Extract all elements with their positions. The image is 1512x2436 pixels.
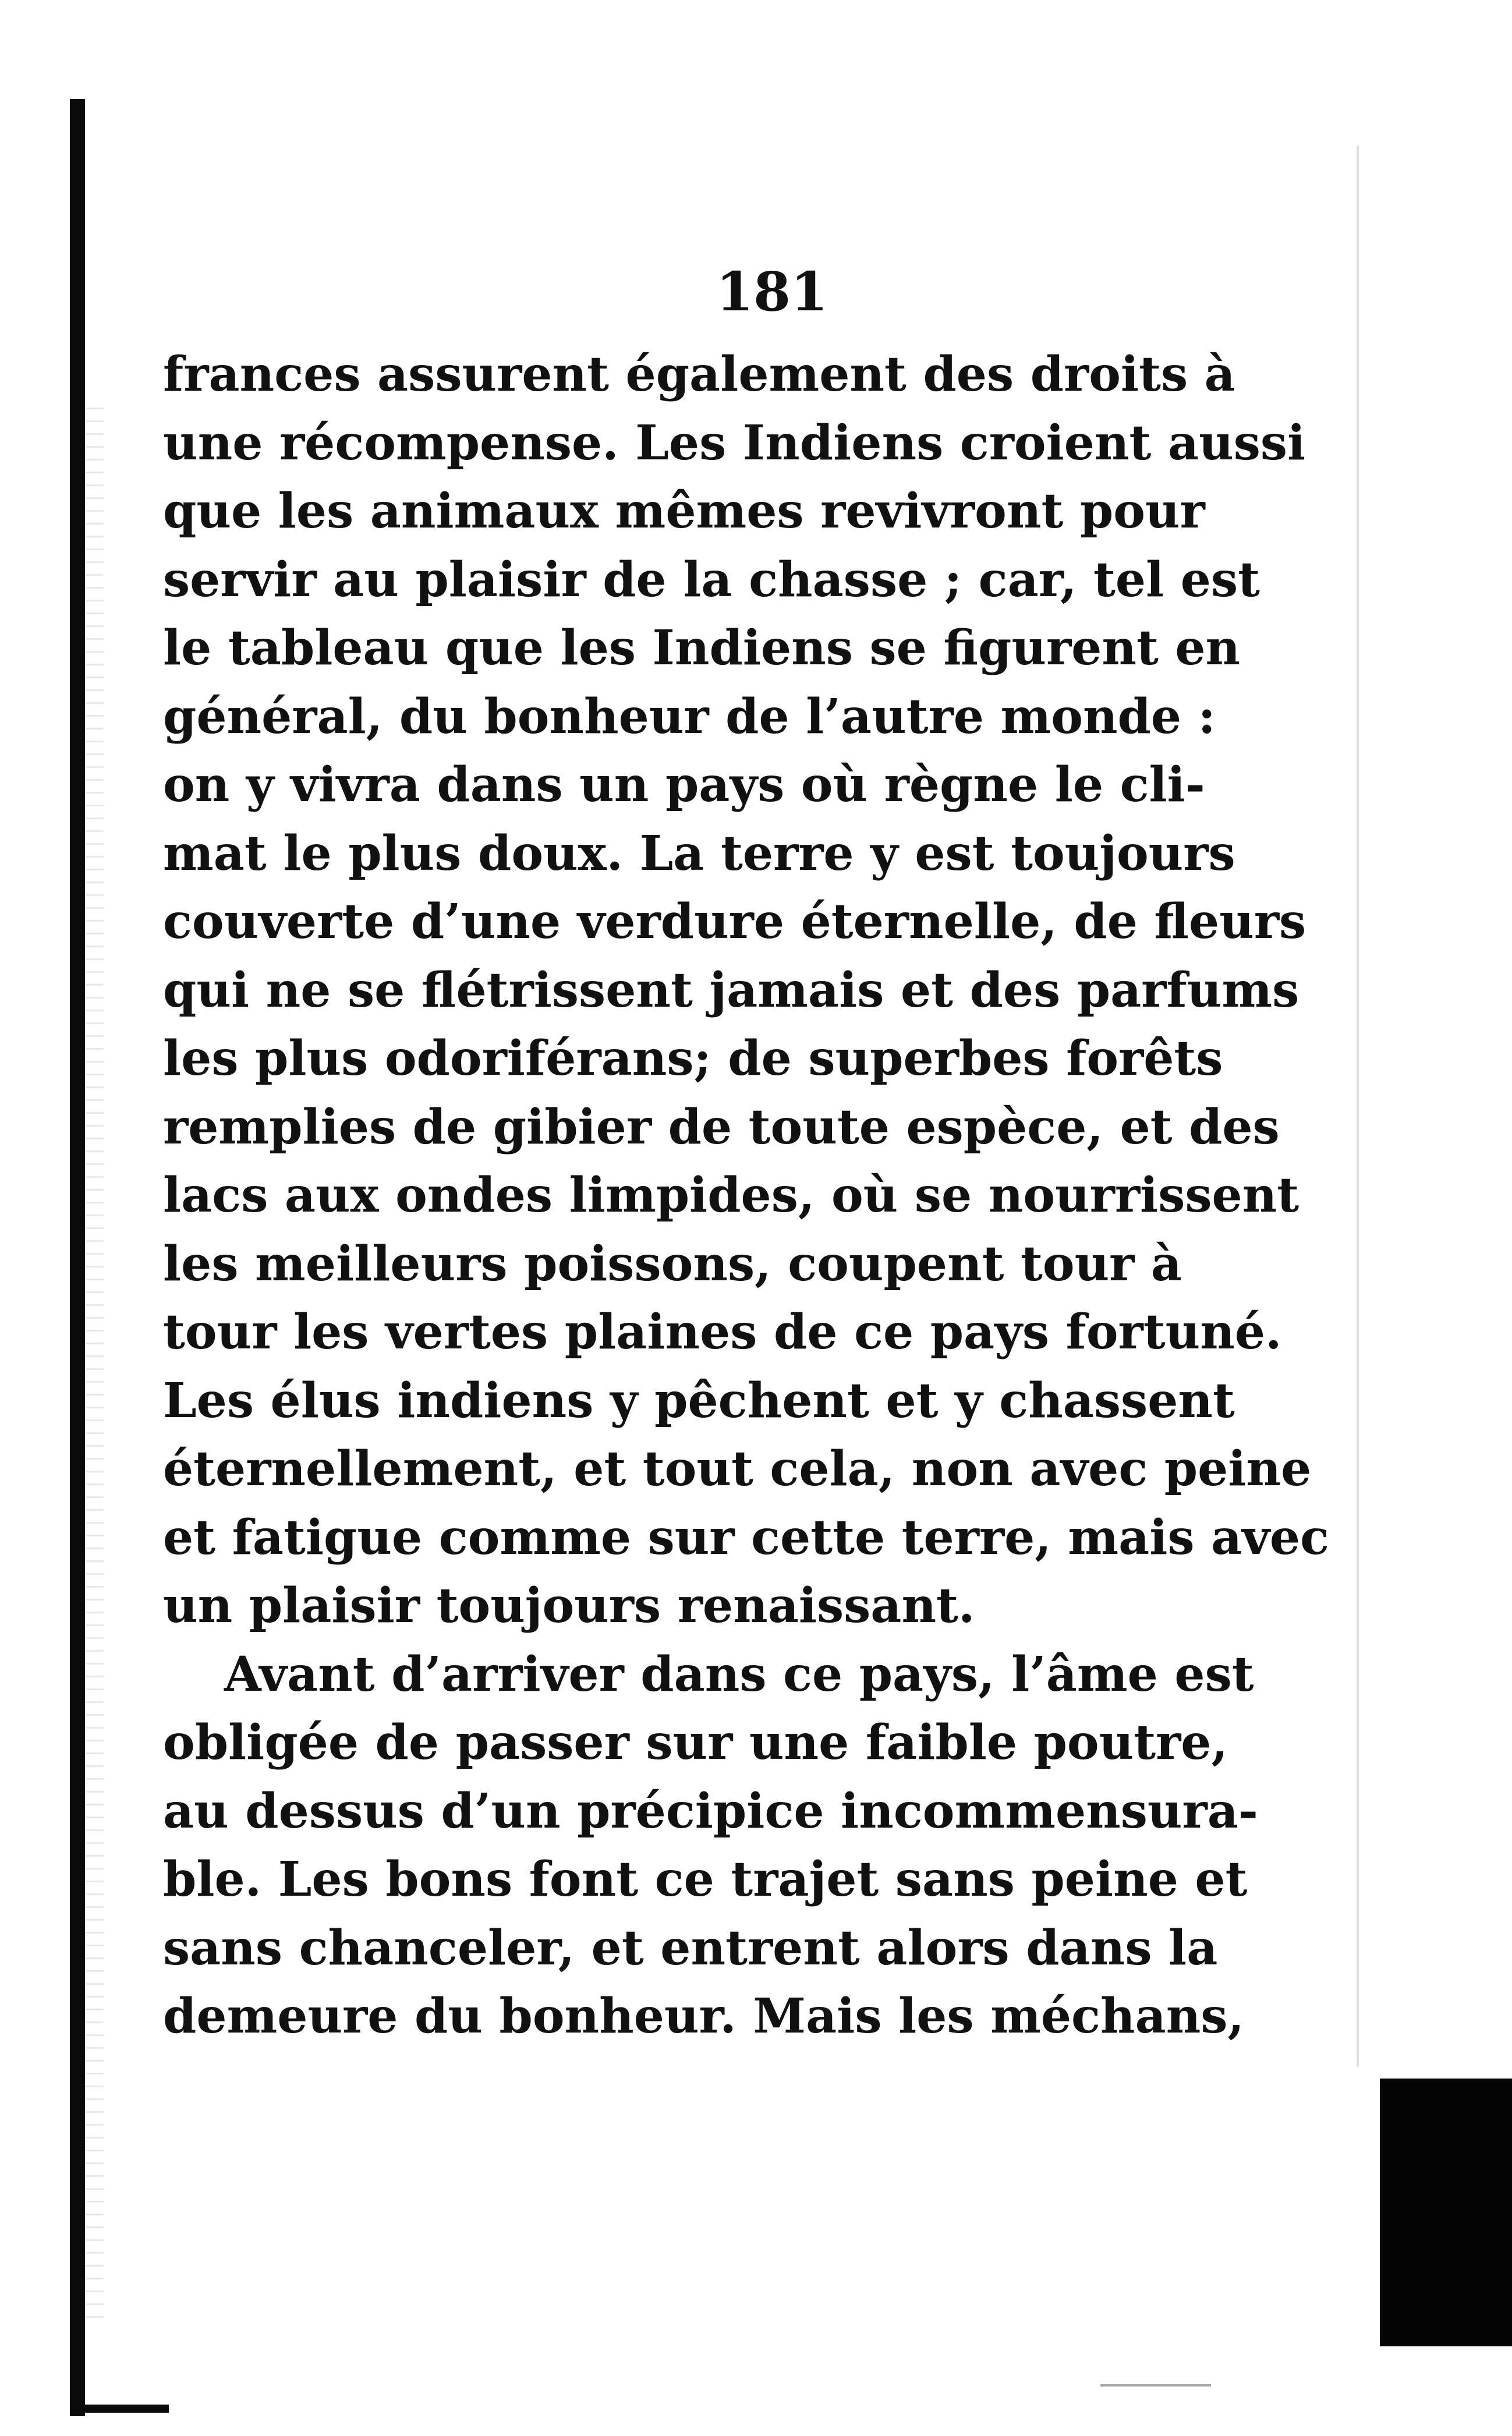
text-line: mat le plus doux. La terre y est toujours [163, 825, 1235, 881]
text-line: servir au plaisir de la chasse ; car, tel est [163, 551, 1260, 608]
text-line: sans chanceler, et entrent alors dans la [163, 1920, 1218, 1976]
text-line: que les animaux mêmes revivront pour [163, 483, 1205, 539]
text-line: qui ne se flétrissent jamais et des parfums [163, 962, 1299, 1018]
text-line: et fatigue comme sur cette terre, mais avec [163, 1509, 1330, 1566]
text-line: couverte d’une verdure éternelle, de fleurs [163, 894, 1306, 950]
text-line: une récompense. Les Indiens croient aussi [163, 415, 1306, 471]
text-line: éternellement, et tout cela, non avec peine [163, 1441, 1312, 1497]
edge-speckle [86, 408, 104, 2329]
text-line: obligée de passer sur une faible poutre, [163, 1715, 1228, 1771]
binding-rule [70, 99, 85, 2416]
text-line: ble. Les bons font ce trajet sans peine et [163, 1851, 1248, 1907]
text-line: le tableau que les Indiens se figurent en [163, 620, 1241, 676]
text-line-paragraph-end: un plaisir toujours renaissant. [163, 1578, 975, 1634]
text-line: Les élus indiens y pêchent et y chassent [163, 1372, 1235, 1429]
text-line: on y vivra dans un pays où règne le cli- [163, 757, 1205, 813]
text-line: tour les vertes plaines de ce pays fortuné. [163, 1304, 1282, 1360]
binding-rule-foot [70, 2405, 169, 2413]
text-line: général, du bonheur de l’autre monde : [163, 688, 1216, 745]
body-text [163, 341, 1330, 2051]
text-line: remplies de gibier de toute espèce, et des [163, 1099, 1280, 1155]
page-number: 181 [716, 260, 828, 323]
text-line: au dessus d’un précipice incommensura- [163, 1783, 1258, 1839]
footer-mark [1100, 2384, 1211, 2387]
text-line: frances assurent également des droits à [163, 346, 1235, 402]
text-line-paragraph-start: Avant d’arriver dans ce pays, l’âme est [224, 1646, 1254, 1702]
scan-edge-block [1380, 2079, 1512, 2346]
text-line: les plus odoriférans; de superbes forêts [163, 1031, 1223, 1086]
text-line: lacs aux ondes limpides, où se nourrissent [163, 1167, 1299, 1223]
text-line: demeure du bonheur. Mais les méchans, [163, 1988, 1245, 2044]
text-line: les meilleurs poissons, coupent tour à [163, 1235, 1182, 1292]
right-margin-line [1357, 146, 1359, 2067]
